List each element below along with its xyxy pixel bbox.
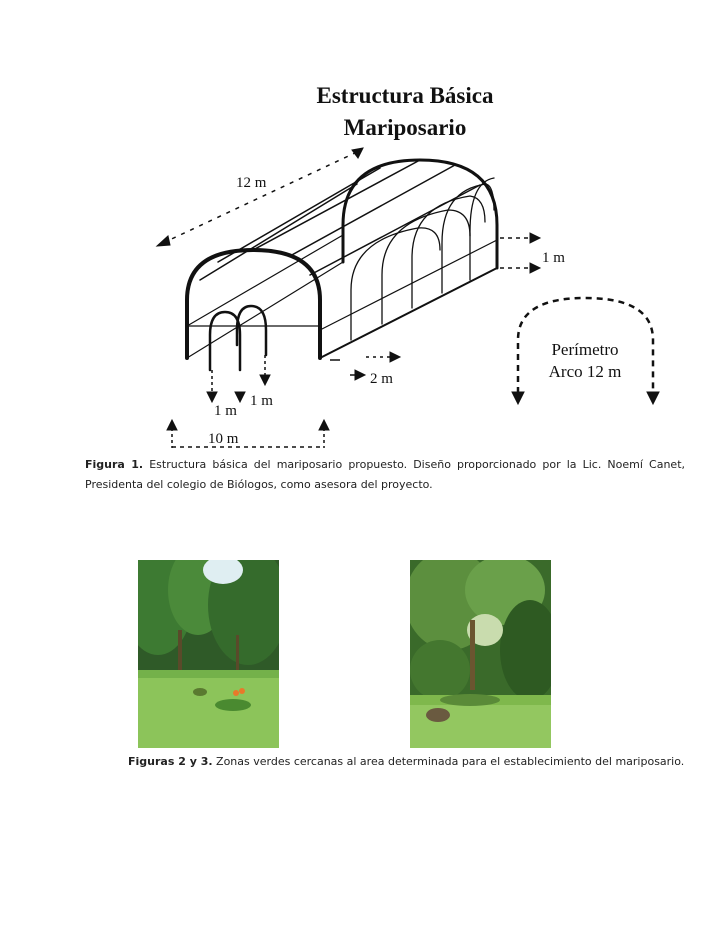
tunnel-structure — [187, 160, 497, 370]
height-dimension — [500, 233, 540, 273]
figure-1-caption-label: Figura 1. — [85, 458, 144, 471]
figure-1-caption — [85, 455, 685, 495]
figures-2-3-caption — [128, 752, 684, 772]
perimeter-label-line2: Arco 12 m — [548, 362, 622, 381]
width-dimension — [167, 420, 329, 448]
dim-door-right-label: 1 m — [250, 393, 273, 409]
photo-figure-2-green-area — [138, 560, 279, 748]
figures-2-3-caption-text: Zonas verdes cercanas al area determinada para el establecimiento del mariposario. — [212, 755, 685, 768]
diagram-title-line2: Mariposario — [343, 115, 467, 140]
mariposario-structure-diagram — [0, 0, 728, 460]
figures-2-3-caption-label: Figuras 2 y 3. — [128, 755, 213, 768]
photo-figure-3-green-area — [410, 560, 551, 748]
dim-door-left-label: 1 m — [214, 403, 237, 419]
dim-length-label: 12 m — [236, 175, 267, 191]
dim-height-label: 1 m — [542, 250, 565, 266]
perimeter-label-line1: Perímetro — [551, 340, 619, 359]
dim-width-label: 10 m — [208, 431, 239, 447]
length-dimension — [157, 148, 363, 246]
dim-side-label: 2 m — [370, 371, 393, 387]
diagram-title-line1: Estructura Básica — [316, 83, 494, 108]
figure-1-caption-text: Estructura básica del mariposario propuesto. Diseño proporcionado por la Lic. Noemí Canet, Presidenta del colegio de Biólogos, como asesora del proyecto. — [85, 458, 686, 491]
